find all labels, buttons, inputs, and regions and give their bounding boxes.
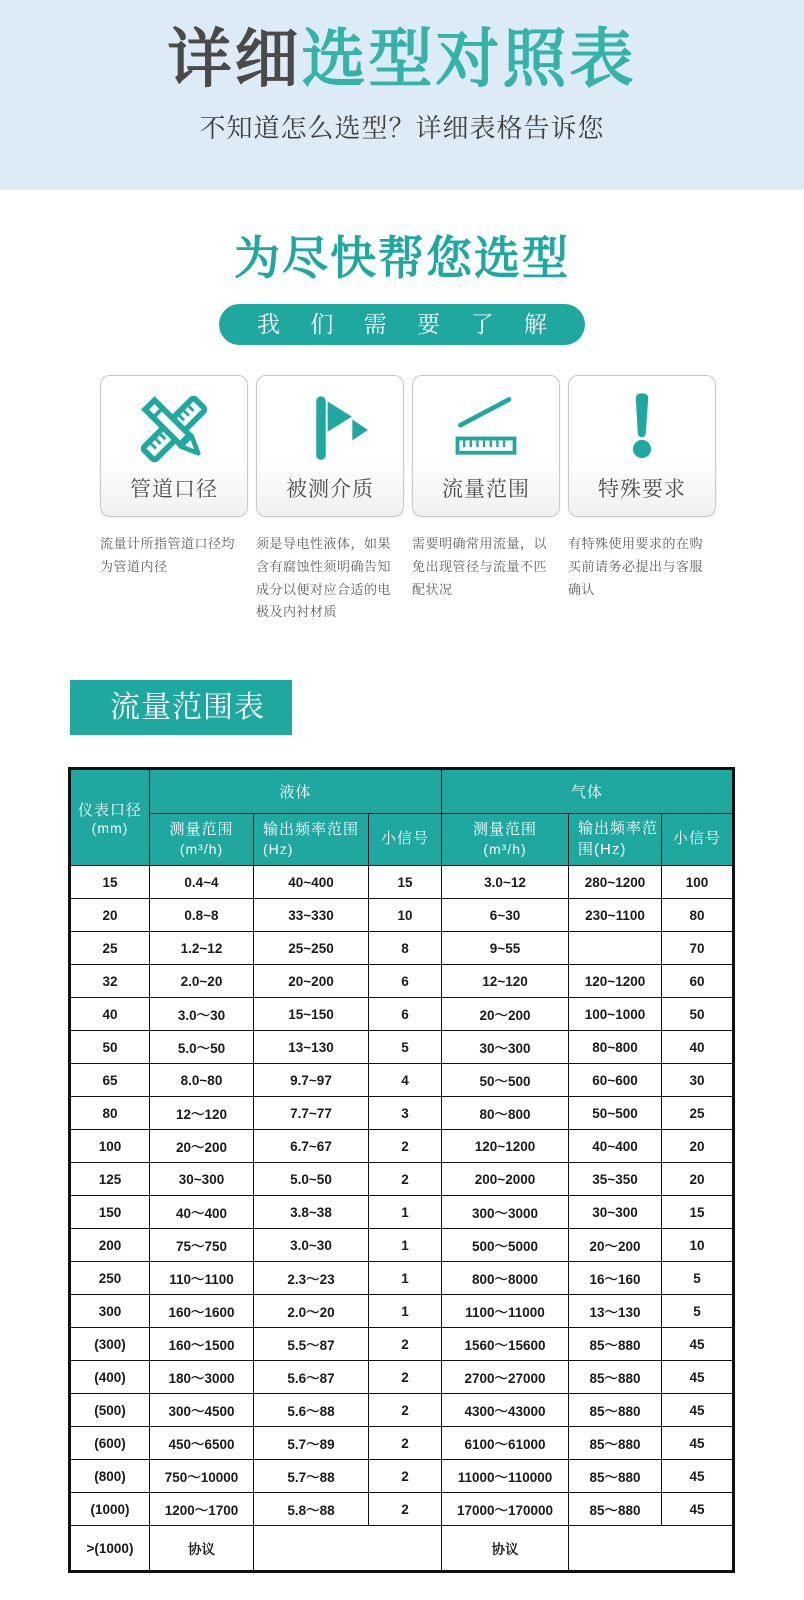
card-pipe-diameter <box>100 375 248 517</box>
card-special-requirements <box>568 375 716 517</box>
table-cell: 50 <box>662 998 734 1031</box>
table-cell: 80～800 <box>442 1097 569 1130</box>
table-row <box>70 1262 734 1295</box>
table-cell: 200 <box>70 1229 150 1262</box>
table-cell: 40~400 <box>569 1130 662 1163</box>
table-cell: 45 <box>662 1394 734 1427</box>
table-row <box>70 1196 734 1229</box>
table-cell: 0.4~4 <box>150 866 254 899</box>
table-cell: 2 <box>369 1394 442 1427</box>
table-cell: 65 <box>70 1064 150 1097</box>
table-row <box>70 1361 734 1394</box>
table-cell: 5.6～88 <box>254 1394 369 1427</box>
table-cell: 2 <box>369 1163 442 1196</box>
table-cell: 15 <box>369 866 442 899</box>
table-cell: 30~300 <box>150 1163 254 1196</box>
table-cell: 5 <box>662 1295 734 1328</box>
selection-title: 为尽快帮您选型 <box>234 232 570 284</box>
table-cell: 2 <box>369 1493 442 1526</box>
table-cell: 5 <box>369 1031 442 1064</box>
table-sub-header-row <box>70 814 734 866</box>
table-row <box>70 932 734 965</box>
header-gas-frequency-range: 输出频率范围(Hz) <box>569 814 662 866</box>
table-cell: 3.0~30 <box>254 1229 369 1262</box>
table-cell: 2 <box>369 1460 442 1493</box>
table-cell: 40 <box>70 998 150 1031</box>
table-cell: (500) <box>70 1394 150 1427</box>
table-cell: 5.0~50 <box>254 1163 369 1196</box>
table-cell: 4300～43000 <box>442 1394 569 1427</box>
slope-ruler-icon <box>448 376 524 473</box>
table-cell: 1 <box>369 1262 442 1295</box>
table-cell: 250 <box>70 1262 150 1295</box>
table-cell: 1 <box>369 1295 442 1328</box>
table-cell: 45 <box>662 1493 734 1526</box>
table-cell: 10 <box>369 899 442 932</box>
card-description: 有特殊使用要求的在购买前请务必提出与客服确认 <box>568 536 704 597</box>
table-cell: 110～1100 <box>150 1262 254 1295</box>
table-cell: 85～880 <box>569 1328 662 1361</box>
card-description: 需要明确常用流量，以免出现管径与流量不匹配状况 <box>412 536 548 597</box>
table-cell: 2700～27000 <box>442 1361 569 1394</box>
we-need-to-know-button[interactable]: 我 们 需 要 了 解 <box>219 304 585 345</box>
card-measured-medium <box>256 375 404 517</box>
table-cell: 40～400 <box>150 1196 254 1229</box>
table-cell: 6.7~67 <box>254 1130 369 1163</box>
table-cell: 20 <box>662 1163 734 1196</box>
header-liquid-group: 液体 <box>150 769 442 814</box>
table-cell: 30～300 <box>442 1031 569 1064</box>
table-row <box>70 1427 734 1460</box>
table-cell: 7.7~77 <box>254 1097 369 1130</box>
table-cell: 1 <box>369 1229 442 1262</box>
table-cell: (800) <box>70 1460 150 1493</box>
table-cell: 20 <box>70 899 150 932</box>
table-cell: (300) <box>70 1328 150 1361</box>
table-cell: 230~1100 <box>569 899 662 932</box>
table-cell: 3.8~38 <box>254 1196 369 1229</box>
header-meter-diameter: 仪表口径 (mm) <box>70 769 150 866</box>
table-cell: 85～880 <box>569 1493 662 1526</box>
page-subtitle: 不知道怎么选型？详细表格告诉您 <box>199 113 605 144</box>
flag-icon <box>292 376 368 473</box>
table-cell: 9.7~97 <box>254 1064 369 1097</box>
table-row <box>70 1460 734 1493</box>
table-row <box>70 899 734 932</box>
table-cell: 80~800 <box>569 1031 662 1064</box>
table-row <box>70 1328 734 1361</box>
table-cell: 10 <box>662 1229 734 1262</box>
table-cell: 协议 <box>150 1526 254 1572</box>
table-cell: 45 <box>662 1460 734 1493</box>
table-cell: 3 <box>369 1097 442 1130</box>
table-cell: 50~500 <box>569 1097 662 1130</box>
table-cell: 300 <box>70 1295 150 1328</box>
table-cell: 45 <box>662 1361 734 1394</box>
table-cell: 50～500 <box>442 1064 569 1097</box>
table-cell: 15~150 <box>254 998 369 1031</box>
table-cell: 800～8000 <box>442 1262 569 1295</box>
flow-table-body <box>70 866 734 1572</box>
page-title <box>0 24 804 94</box>
table-cell: 1 <box>369 1196 442 1229</box>
table-cell: 40 <box>662 1031 734 1064</box>
table-cell: 16～160 <box>569 1262 662 1295</box>
table-cell: 100~1000 <box>569 998 662 1031</box>
table-cell: 3.0~12 <box>442 866 569 899</box>
table-cell <box>569 1526 734 1572</box>
ruler-pencil-icon <box>136 376 212 473</box>
card-description: 流量计所指管道口径均为管道内径 <box>100 536 236 574</box>
header-liquid-measure-range: 测量范围 (m³/h) <box>150 814 254 866</box>
page-title-accent-part: 选型对照表 <box>301 23 637 95</box>
table-cell: 13~130 <box>254 1031 369 1064</box>
table-cell: 45 <box>662 1328 734 1361</box>
header-liquid-frequency-range: 输出频率范围 (Hz) <box>254 814 369 866</box>
table-row <box>70 965 734 998</box>
card-description: 须是导电性液体，如果含有腐蚀性须明确告知成分以便对应合适的电极及内衬材质 <box>256 536 392 620</box>
table-cell: 32 <box>70 965 150 998</box>
card-label: 被测介质 <box>286 478 374 501</box>
card-flow-range <box>412 375 560 517</box>
selection-section <box>0 190 804 345</box>
table-cell: 125 <box>70 1163 150 1196</box>
table-cell <box>254 1526 442 1572</box>
table-cell: (600) <box>70 1427 150 1460</box>
table-row <box>70 1295 734 1328</box>
flow-range-table <box>68 767 735 1573</box>
table-cell: 20～200 <box>442 998 569 1031</box>
table-cell: 180～3000 <box>150 1361 254 1394</box>
table-cell <box>569 932 662 965</box>
table-cell: 协议 <box>442 1526 569 1572</box>
table-cell: 0.8~8 <box>150 899 254 932</box>
flow-range-table-banner: 流量范围表 <box>70 680 292 735</box>
table-cell: 15 <box>662 1196 734 1229</box>
exclamation-icon <box>604 376 680 473</box>
page-title-dark-part: 详细 <box>167 23 302 95</box>
table-row <box>70 1064 734 1097</box>
table-cell: 100 <box>70 1130 150 1163</box>
card-label: 管道口径 <box>130 478 218 501</box>
table-cell: 3.0～30 <box>150 998 254 1031</box>
table-cell: 45 <box>662 1427 734 1460</box>
table-cell: 40~400 <box>254 866 369 899</box>
table-cell: (400) <box>70 1361 150 1394</box>
table-row <box>70 1229 734 1262</box>
table-cell: 160～1600 <box>150 1295 254 1328</box>
table-cell: 60 <box>662 965 734 998</box>
table-row <box>70 1130 734 1163</box>
table-cell: 50 <box>70 1031 150 1064</box>
table-cell: 60~600 <box>569 1064 662 1097</box>
table-cell: 85～880 <box>569 1361 662 1394</box>
table-cell: 150 <box>70 1196 150 1229</box>
table-cell: 70 <box>662 932 734 965</box>
table-cell: 30~300 <box>569 1196 662 1229</box>
header-gas-group: 气体 <box>442 769 734 814</box>
table-cell: 20～200 <box>150 1130 254 1163</box>
table-cell: 5.0～50 <box>150 1031 254 1064</box>
table-cell: 20~200 <box>254 965 369 998</box>
table-cell: 20～200 <box>569 1229 662 1262</box>
table-cell: 5.5～87 <box>254 1328 369 1361</box>
card-label: 流量范围 <box>442 478 530 501</box>
table-cell: 300～3000 <box>442 1196 569 1229</box>
table-cell: >(1000) <box>70 1526 150 1572</box>
table-cell: 6100～61000 <box>442 1427 569 1460</box>
table-cell: 2 <box>369 1130 442 1163</box>
table-cell: 5.8～88 <box>254 1493 369 1526</box>
table-cell: 1100～11000 <box>442 1295 569 1328</box>
table-row <box>70 998 734 1031</box>
table-row <box>70 1163 734 1196</box>
table-cell: 85～880 <box>569 1427 662 1460</box>
header-liquid-small-signal: 小信号 <box>369 814 442 866</box>
table-cell: 6~30 <box>442 899 569 932</box>
table-cell: 120~1200 <box>569 965 662 998</box>
table-cell: 300～4500 <box>150 1394 254 1427</box>
table-cell: 30 <box>662 1064 734 1097</box>
hero-section <box>0 0 804 190</box>
table-cell: 1200～1700 <box>150 1493 254 1526</box>
table-cell: 4 <box>369 1064 442 1097</box>
table-cell: 25 <box>70 932 150 965</box>
table-cell: 100 <box>662 866 734 899</box>
table-cell: 5.7～88 <box>254 1460 369 1493</box>
header-gas-small-signal: 小信号 <box>662 814 734 866</box>
table-cell: 12～120 <box>150 1097 254 1130</box>
table-cell: 2.3～23 <box>254 1262 369 1295</box>
table-group-header-row <box>70 769 734 814</box>
table-cell: 2 <box>369 1328 442 1361</box>
table-cell: 33~330 <box>254 899 369 932</box>
table-cell: 9~55 <box>442 932 569 965</box>
table-cell: 12~120 <box>442 965 569 998</box>
table-cell: 2 <box>369 1427 442 1460</box>
table-row <box>70 1031 734 1064</box>
table-cell: 2.0～20 <box>254 1295 369 1328</box>
table-cell: 1.2~12 <box>150 932 254 965</box>
table-cell: (1000) <box>70 1493 150 1526</box>
table-cell: 750～10000 <box>150 1460 254 1493</box>
table-cell: 80 <box>662 899 734 932</box>
header-gas-measure-range: 测量范围 (m³/h) <box>442 814 569 866</box>
table-cell: 25 <box>662 1097 734 1130</box>
table-cell: 120~1200 <box>442 1130 569 1163</box>
table-cell: 13～130 <box>569 1295 662 1328</box>
table-cell: 75～750 <box>150 1229 254 1262</box>
table-cell: 5.6～87 <box>254 1361 369 1394</box>
table-cell: 17000～170000 <box>442 1493 569 1526</box>
table-cell: 6 <box>369 998 442 1031</box>
table-cell: 1560～15600 <box>442 1328 569 1361</box>
table-cell: 11000～110000 <box>442 1460 569 1493</box>
table-row <box>70 1493 734 1526</box>
table-row <box>70 1097 734 1130</box>
table-cell: 6 <box>369 965 442 998</box>
table-cell: 15 <box>70 866 150 899</box>
table-cell: 200~2000 <box>442 1163 569 1196</box>
table-cell: 2.0~20 <box>150 965 254 998</box>
table-cell: 80 <box>70 1097 150 1130</box>
table-cell: 8.0~80 <box>150 1064 254 1097</box>
table-cell: 20 <box>662 1130 734 1163</box>
card-label: 特殊要求 <box>598 478 686 501</box>
table-cell: 5 <box>662 1262 734 1295</box>
table-cell: 500～5000 <box>442 1229 569 1262</box>
table-row <box>70 866 734 899</box>
requirement-cards <box>100 375 716 517</box>
table-cell: 35~350 <box>569 1163 662 1196</box>
table-cell: 25~250 <box>254 932 369 965</box>
table-row-protocol <box>70 1526 734 1572</box>
table-cell: 2 <box>369 1361 442 1394</box>
table-cell: 160～1500 <box>150 1328 254 1361</box>
table-cell: 85～880 <box>569 1394 662 1427</box>
table-cell: 85～880 <box>569 1460 662 1493</box>
table-cell: 8 <box>369 932 442 965</box>
table-row <box>70 1394 734 1427</box>
table-cell: 5.7～89 <box>254 1427 369 1460</box>
table-cell: 450～6500 <box>150 1427 254 1460</box>
requirement-descriptions <box>100 533 716 624</box>
table-cell: 280~1200 <box>569 866 662 899</box>
